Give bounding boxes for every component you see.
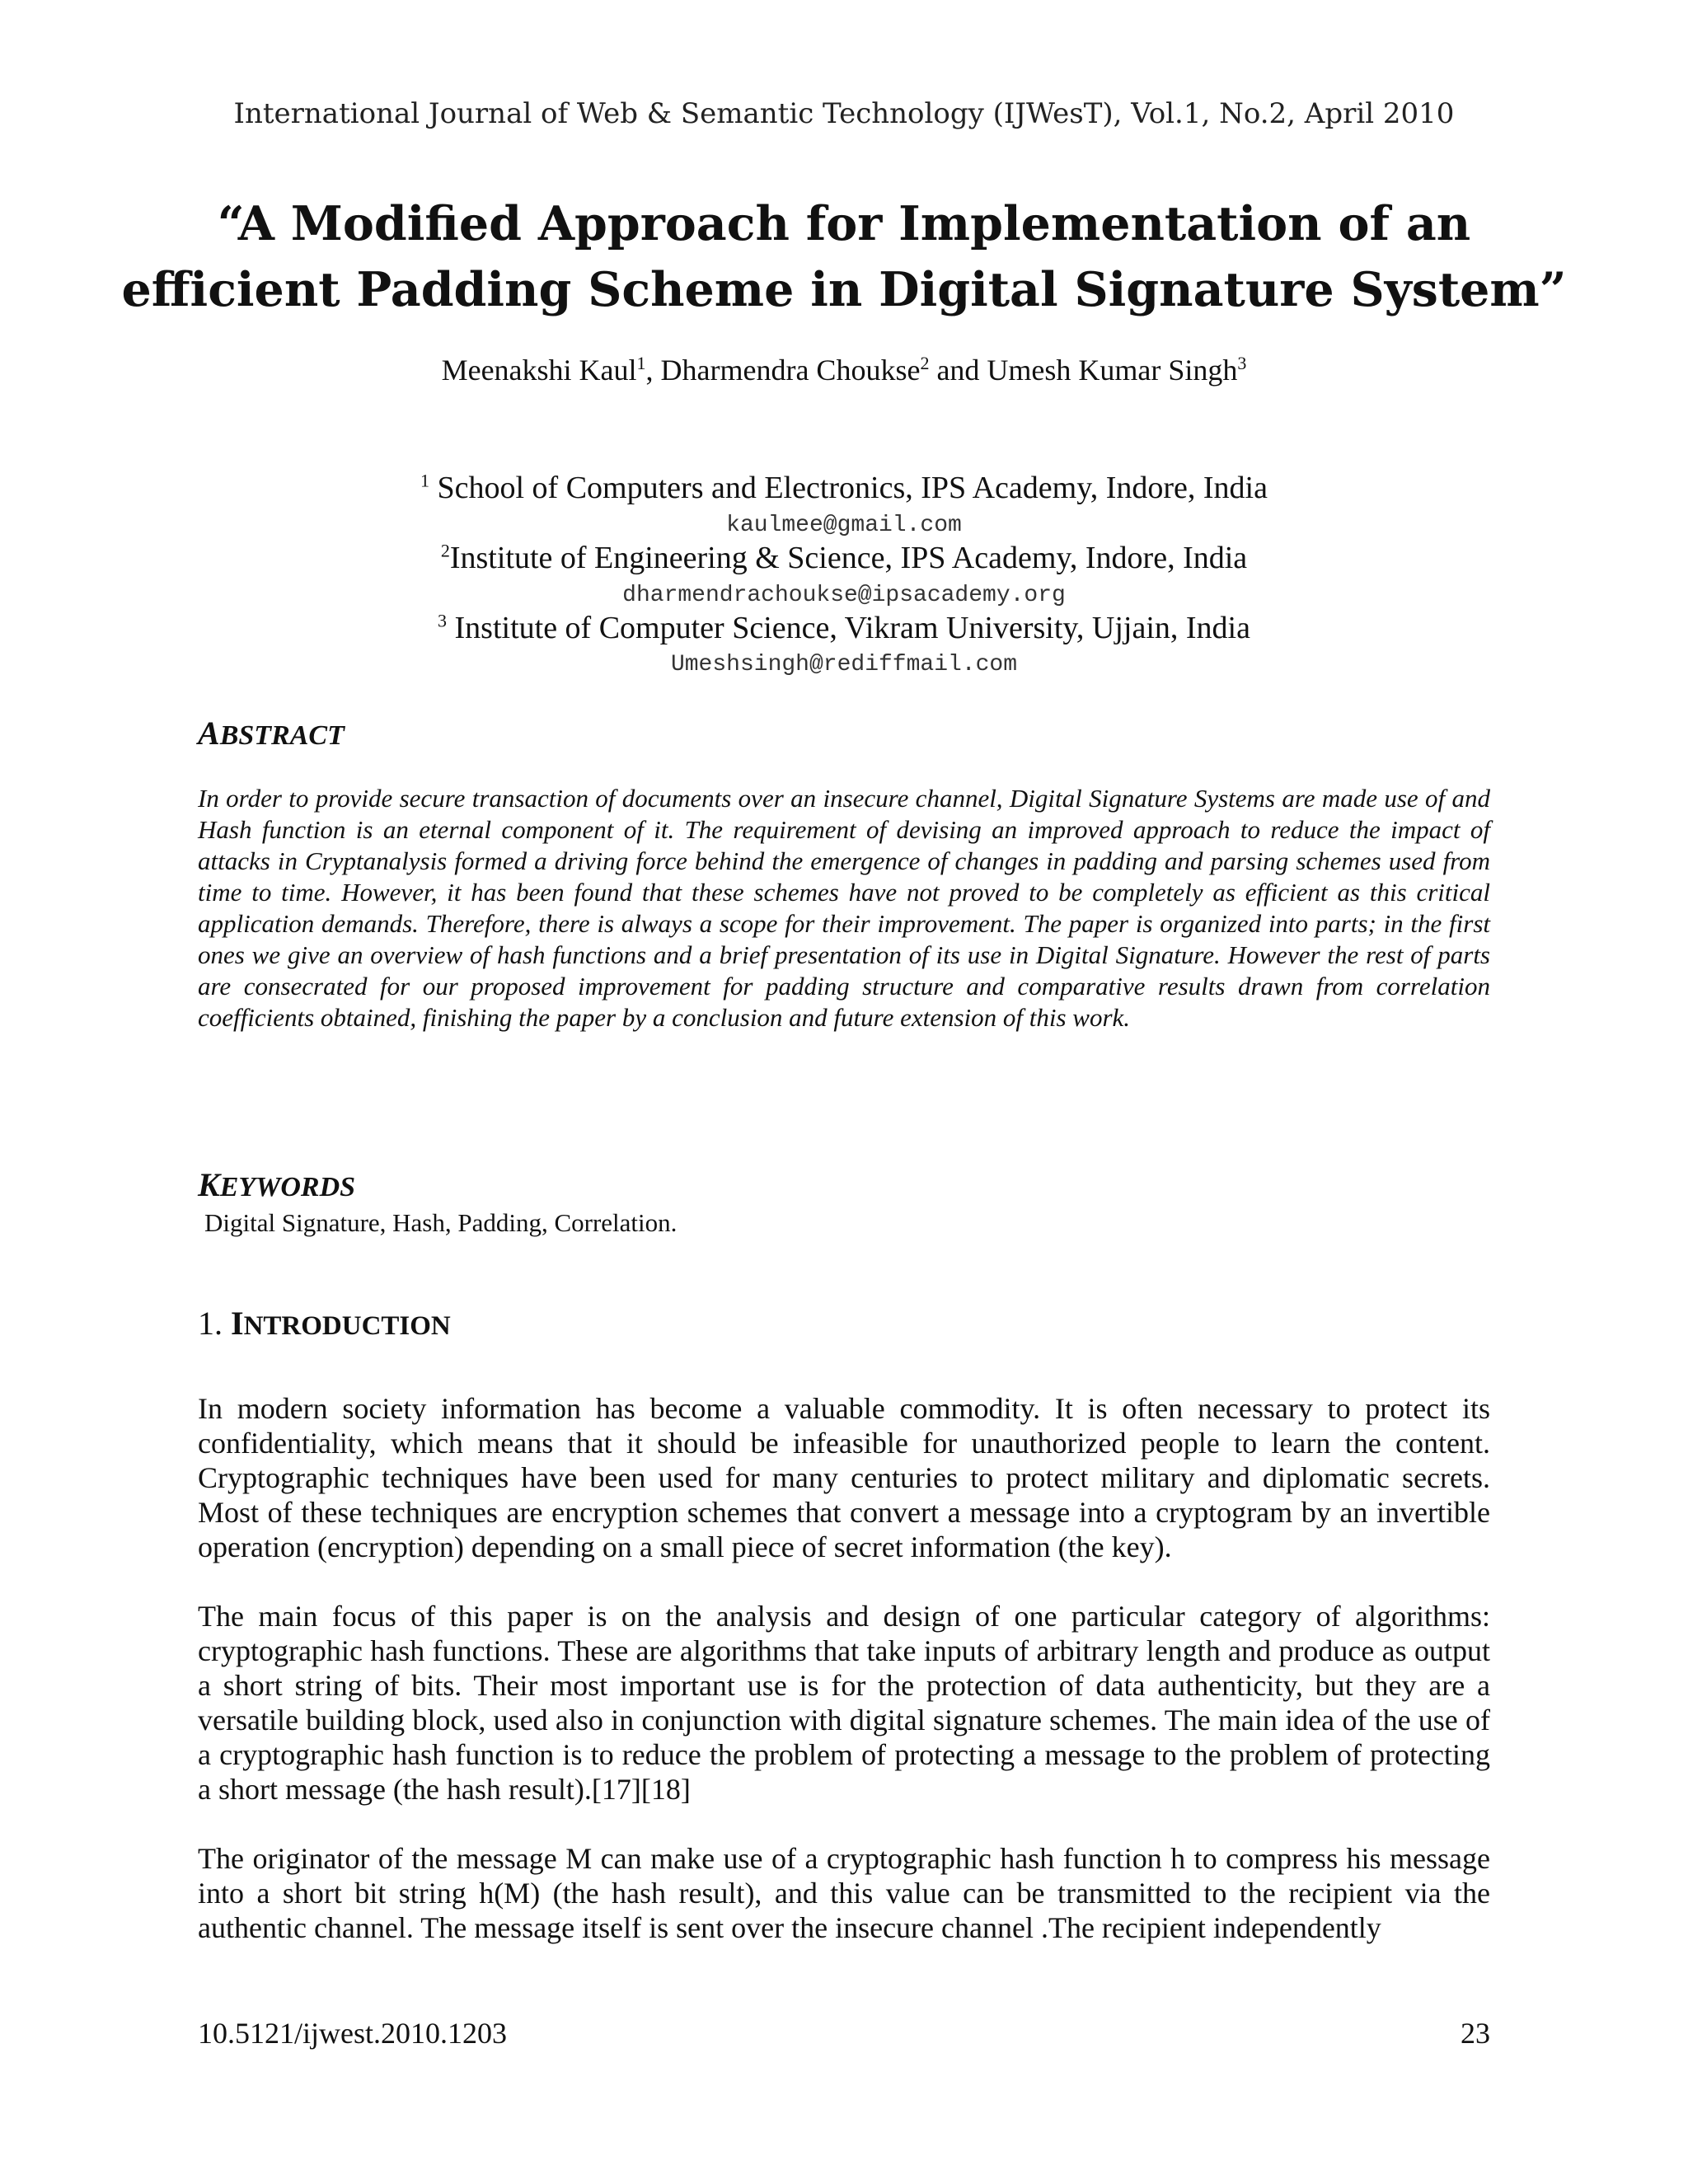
author-name: Dharmendra Choukse [660,354,921,387]
author-separator: , [645,354,661,387]
paper-title-line-2: efficient Padding Scheme in Digital Signature System” [121,262,1567,317]
intro-paragraph-1: In modern society information has become a valuable commodity. It is often necessary to protect its confidentiality, which means that it should be infeasible for unauthorized people to learn the content. Cryptographic techniques have been used for many centuries to protect military and diplomatic secrets. Most of these techniques are encryption schemes that convert a message into a cryptogram by an invertible operation (encryption) depending on a small piece of secret information (the key). [198,1392,1490,1563]
affiliation-number: 2 [440,540,450,561]
affiliation-text: School of Computers and Electronics, IPS Academy, Indore, India [429,471,1268,505]
affiliation-number: 1 [420,470,429,491]
paper-title-line-1: “A Modified Approach for Implementation of an [217,196,1471,251]
abstract-heading [198,714,345,752]
keywords-heading-initial: K [198,1166,220,1203]
affiliation-1 [0,470,1688,506]
author-name: Meenakshi Kaul [441,354,637,387]
author-affil-mark: 1 [636,353,646,373]
page-number: 23 [1461,2017,1490,2050]
author-list [0,353,1688,387]
affiliation-2 [0,540,1688,576]
footer-doi: 10.5121/ijwest.2010.1203 [198,2017,507,2050]
affiliation-3-email[interactable]: Umeshsingh@rediffmail.com [670,652,1018,677]
intro-paragraph-2: The main focus of this paper is on the analysis and design of one particular category of algorithms: cryptographic hash functions. These are algorithms that take inputs of arbitrary length and produce as output a short string of bits. Their most important use is for the protection of data authenticity, but they are a versatile building block, used also in conjunction with digital signature schemes. The main idea of the use of a cryptographic hash function is to reduce the problem of protecting a message to the problem of protecting a short message (the hash result).[17][18] [198,1600,1490,1806]
affiliation-3 [0,610,1688,646]
author-affil-mark: 3 [1237,353,1247,373]
keywords-heading-rest: EYWORDS [219,1172,356,1202]
author-name: Umesh Kumar Singh [987,354,1238,387]
keywords-heading [198,1165,355,1204]
introduction-heading [198,1304,451,1343]
abstract-text: In order to provide secure transaction of documents over an insecure channel, Digital Signature Systems are made use of and Hash function is an eternal component of it. The requirement of devising an improved approach to reduce the impact of attacks in Cryptanalysis formed a driving force behind the emergence of changes in padding and parsing schemes used from time to time. However, it has been found that these schemes have not proved to be completely as efficient as this critical application demands. Therefore, there is always a scope for their improvement. The paper is organized into parts; in the first ones we give an overview of hash functions and a brief presentation of its use in Digital Signature. However the rest of parts are consecrated for our proposed improvement for padding structure and comparative results drawn from correlation coefficients obtained, finishing the paper by a conclusion and future extension of this work. [198,784,1490,1032]
affiliation-1-email[interactable]: kaulmee@gmail.com [726,513,962,538]
introduction-heading-rest: NTRODUCTION [243,1311,451,1341]
section-number: 1. [198,1305,223,1342]
affiliation-2-email[interactable]: dharmendrachoukse@ipsacademy.org [622,583,1066,608]
paper-title [0,191,1688,323]
abstract-heading-initial: A [198,715,220,752]
author-separator: and [929,354,987,387]
abstract-heading-rest: BSTRACT [219,720,345,751]
affiliation-text: Institute of Engineering & Science, IPS Academy, Indore, India [449,541,1248,575]
affiliation-number: 3 [438,610,448,631]
journal-header: International Journal of Web & Semantic Technology (IJWesT), Vol.1, No.2, April 2010 [233,97,1455,130]
keywords-text: Digital Signature, Hash, Padding, Correlation. [204,1208,678,1237]
author-affil-mark: 2 [920,353,930,373]
intro-paragraph-3: The originator of the message M can make use of a cryptographic hash function h to compress his message into a short bit string h(M) (the hash result), and this value can be transmitted to the recipient via the authentic channel. The message itself is sent over the insecure channel .The recipient independently [198,1842,1490,1944]
affiliation-text: Institute of Computer Science, Vikram University, Ujjain, India [447,611,1250,645]
introduction-heading-initial: I [231,1305,244,1342]
